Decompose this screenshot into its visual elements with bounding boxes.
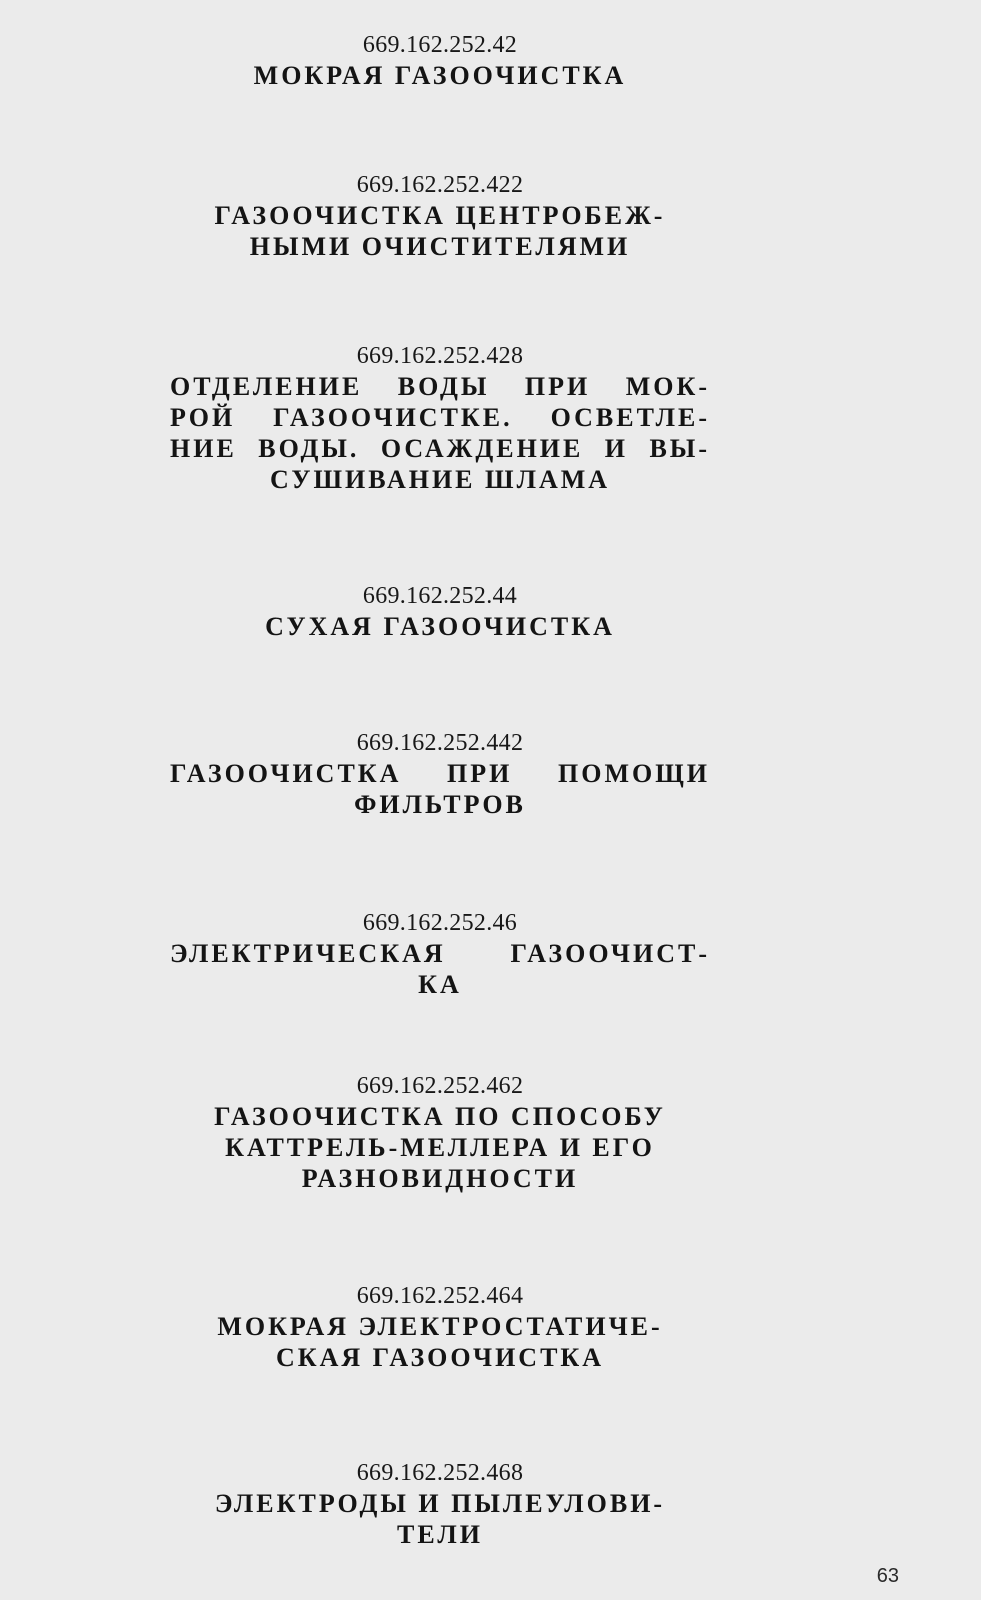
heading-line: НИЕ ВОДЫ. ОСАЖДЕНИЕ И ВЫ-: [170, 434, 710, 463]
heading-line: РАЗНОВИДНОСТИ: [301, 1164, 579, 1193]
heading-line: МОКРАЯ ЭЛЕКТРОСТАТИЧЕ-: [217, 1312, 663, 1341]
classification-code: 669.162.252.428: [356, 343, 524, 369]
heading-line: ОТДЕЛЕНИЕ ВОДЫ ПРИ МОК-: [170, 372, 710, 401]
classification-entry: [170, 30, 710, 91]
heading-line: КАТТРЕЛЬ-МЕЛЛЕРА И ЕГО: [225, 1133, 655, 1162]
page-number: 63: [876, 1565, 899, 1587]
classification-entry: [170, 1458, 710, 1550]
classification-code: 669.162.252.44: [362, 583, 518, 609]
classification-entry: [170, 1281, 710, 1373]
classification-code: 669.162.252.468: [356, 1460, 524, 1486]
heading-line: КА: [418, 970, 462, 999]
heading-line: НЫМИ ОЧИСТИТЕЛЯМИ: [249, 232, 631, 261]
classification-code: 669.162.252.42: [362, 32, 518, 58]
heading-line: ГАЗООЧИСТКА ПРИ ПОМОЩИ: [170, 759, 710, 788]
classification-code: 669.162.252.462: [356, 1073, 524, 1099]
classification-entry: [170, 728, 710, 820]
classification-entry: [170, 908, 710, 1000]
heading-line: ФИЛЬТРОВ: [354, 790, 526, 819]
classification-entry: [170, 341, 710, 495]
heading-line: СУХАЯ ГАЗООЧИСТКА: [265, 612, 615, 641]
heading-line: СКАЯ ГАЗООЧИСТКА: [275, 1343, 605, 1372]
classification-code: 669.162.252.464: [356, 1283, 524, 1309]
classification-code: 669.162.252.46: [362, 910, 518, 936]
classification-code: 669.162.252.422: [356, 172, 524, 198]
classification-code: 669.162.252.442: [356, 730, 524, 756]
classification-entry: [170, 170, 710, 262]
heading-line: МОКРАЯ ГАЗООЧИСТКА: [253, 61, 627, 90]
heading-line: ЭЛЕКТРОДЫ И ПЫЛЕУЛОВИ-: [214, 1489, 666, 1518]
heading-line: СУШИВАНИЕ ШЛАМА: [269, 465, 611, 494]
heading-line: РОЙ ГАЗООЧИСТКЕ. ОСВЕТЛЕ-: [170, 403, 710, 432]
heading-line: ТЕЛИ: [397, 1520, 483, 1549]
heading-line: ГАЗООЧИСТКА ПО СПОСОБУ: [214, 1102, 666, 1131]
classification-entry: [170, 581, 710, 642]
classification-entry: [170, 1071, 710, 1194]
heading-line: ЭЛЕКТРИЧЕСКАЯ ГАЗООЧИСТ-: [170, 939, 710, 968]
heading-line: ГАЗООЧИСТКА ЦЕНТРОБЕЖ-: [214, 201, 666, 230]
